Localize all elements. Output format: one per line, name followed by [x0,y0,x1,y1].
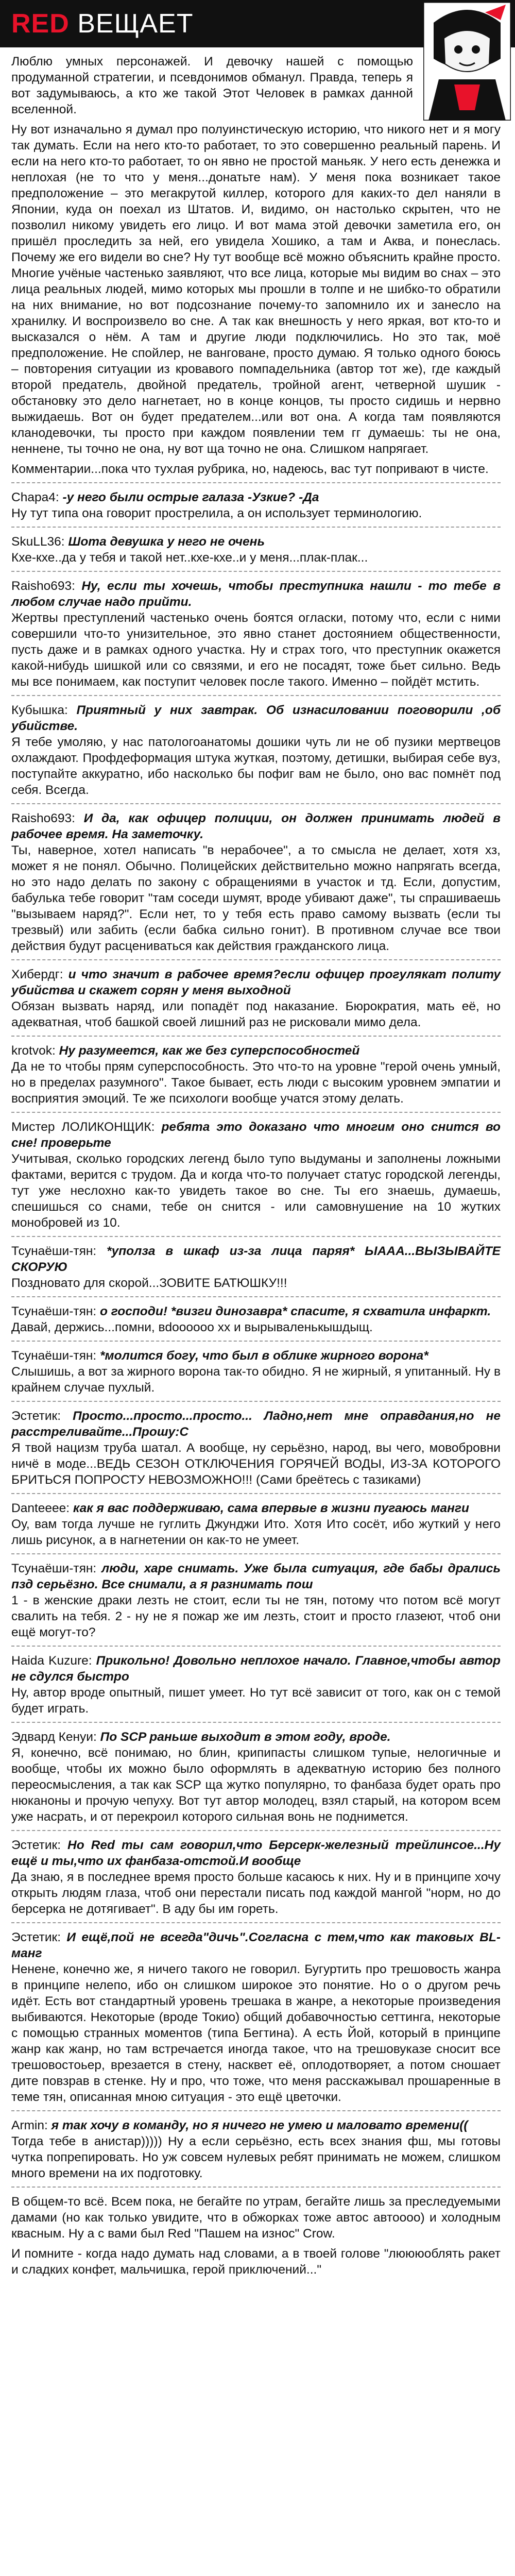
qa-item [11,1561,501,1640]
qa-nickname: Мистер ЛОЛИКОНЩИК: [11,1120,155,1134]
qa-question-line [11,489,501,505]
divider [11,482,501,483]
divider [11,1236,501,1237]
qa-question: Просто...просто...просто... Ладно,нет мне оправдания,но не расстреливайте...Прошу:С [11,1409,501,1439]
qa-question-line [11,1243,501,1275]
logo-red-text: RED [11,9,70,39]
qa-item [11,1243,501,1291]
divider [11,803,501,804]
qa-question: и что значит в рабочее время?если офицер прогулякат политу убийства и скажет сорян у меня выходной [11,968,501,997]
qa-question-line [11,1119,501,1151]
qa-answer: Ненене, конечно же, я ничего такого не говорил. Бугуртить про трешовость жанра в принципе нелепо, ибо он слишком широкое это понятие. Но о о другом речь идёт. Есть вот стандартный уровень трешака в жанре, а некоторые произведения выбиваются. Некоторые (вроде Токио) общий добавочностью сеттинга, некоторые с помощью странных моментов (типа Бегтина). А есть Йой, который в принципе жанр как жанр, но там встречается иногда такое, что на трешовуказе сносит все трешовостоьер, врезается в стену, насквет её, оплодотворяет, а потом сношает дите повзрав в стенке. Ну и про, что тоже, что меня расскажывал прошаренные в теме тян, описанная мною ситуация - это ещё цветочки. [11,1962,501,2104]
qa-item [11,702,501,798]
qa-question: *молится богу, что был в облике жирного ворона* [96,1349,428,1363]
qa-item [11,967,501,1030]
qa-item [11,578,501,690]
qa-question-line [11,578,501,610]
divider [11,1830,501,1831]
qa-nickname: Тсунаёши-тян: [11,1244,97,1258]
qa-question: *уполза в шкаф из-за лица паряя* ЫААА...ВЫЗЫВАЙТЕ СКОРУЮ [11,1244,501,1274]
divider [11,1553,501,1554]
divider [11,1341,501,1342]
qa-nickname: Кубышка: [11,703,68,717]
qa-nickname: krotvok: [11,1044,56,1058]
qa-answer: Давай, держись...помни, вdoooooo xx и вырываленькышдыщ. [11,1320,373,1334]
qa-item [11,1653,501,1717]
qa-nickname: Chapa4: [11,490,59,504]
qa-question-line [11,1929,501,1961]
qa-nickname: Эдвард Кенуи: [11,1730,97,1744]
comments-note: Комментарии...пока что тухлая рубрика, но, надеюсь, вас тут попривают в чисте. [11,462,489,476]
qa-question: Приятный у них завтрак. Об изнасиловании поговорили ,об убийстве. [11,703,501,733]
qa-question: ребята это доказано что многим оно снится во сне! проверьте [11,1120,501,1150]
qa-question-line [11,1043,501,1059]
qa-answer: Да не то чтобы прям суперспособность. Это что-то на уровне "герой очень умный, но в пределах разумного". Такое бывает, есть люди с высоким уровнем эмпатии и восприятия эмоций. Те же психологи вообще учатся этому делать. [11,1060,501,1106]
qa-question: -у него были острые галаза -Узкие? -Да [59,490,319,504]
qa-answer: Я, конечно, всё понимаю, но блин, крипипасты слишком тупые, нелогичные и вообще, чтобы их можно было оформлять в адекватную историю без полного переосмысления, а так как SCP ща жутко популярно, то фанбаза будет орать про нюканоны и прочую чепуху. Вот тут автор молодец, взял старый, на котором всем уже насрать, и от перекроил которого сильная вонь не поднимется. [11,1746,501,1824]
divider [11,1646,501,1647]
qa-answer: Ну тут типа она говорит прострелила, а он использует терминологию. [11,506,422,520]
divider [11,2187,501,2188]
qa-question-line [11,2117,501,2133]
divider [11,959,501,960]
qa-item [11,1837,501,1917]
qa-question: Но Red ты сам говорил,что Берсерк-железный трейлинсое...Ну ещё и ты,что их фанбаза-отстой.И вообще [11,1838,501,1868]
qa-item [11,1303,501,1335]
qa-question-line [11,810,501,842]
qa-nickname: Raisho693: [11,579,75,593]
logo-rest-text: ВЕЩАЕТ [69,9,194,39]
qa-answer: Слышишь, а вот за жирного ворона так-то обидно. Я не жирный, я упитанный. Ну в крайнем случае пухлый. [11,1365,501,1395]
qa-nickname: Тсунаёши-тян: [11,1562,97,1575]
qa-answer: Да знаю, я в последнее время просто больше касаюсь к них. Ну и в принципе хочу открыть людям глаза, чтоб они перестали писать под каждой мангой "норм, но до берсерка не дотягивает". В аду бы им гореть. [11,1870,501,1916]
qa-nickname: Эстетик: [11,1838,61,1852]
qa-question: Прикольно! Довольно неплохое начало. Главное,чтобы автор не сдулся быстро [11,1654,501,1684]
qa-nickname: Эстетик: [11,1930,61,1944]
qa-question-line [11,1500,501,1516]
qa-question: люди, харе снимать. Уже была ситуация, где бабы дрались пзд серьёзно. Все снимали, а я разнимать пош [11,1562,501,1591]
qa-question-line [11,1561,501,1592]
qa-answer: Ты, наверное, хотел написать "в нерабочее", а то смысла не делает, хотя хз, может я не понял. Обычно. Полицейских действительно можно напрягать всегда, но это надо делать по закону с обращениями в участок и тд. Если, допустим, бабулька тебе говорит "там соседи шумят, вроде убивают даже", ты спрашиваешь "вызываем наряд?". Если нет, то у тебя есть право самому вызвать (если ты трезвый) или забить (если бабка сильно гонит). В противном случае все твои действия будут расцениваться как действия гражданского лица. [11,843,501,953]
qa-answer: 1 - в женские драки лезть не стоит, если ты не тян, потому что потом всё могут свалить на тебя. 2 - ну не я пожар же им лезть, стоит и просто глазеют, чтоб они ещё могут-то? [11,1594,501,1639]
qa-list [11,482,501,2188]
qa-question-line [11,702,501,734]
qa-item [11,1500,501,1548]
qa-question-line [11,1408,501,1440]
qa-item [11,489,501,521]
qa-item [11,534,501,566]
divider [11,1493,501,1494]
divider [11,695,501,696]
qa-question-line [11,534,501,550]
qa-answer: Оу, вам тогда лучше не гуглить Джунджи Ито. Хотя Ито сосёт, ибо жуткий у него лишь рисунок, а в нагнетении он как-то не умеет. [11,1517,501,1547]
qa-question: Ну, если ты хочешь, чтобы преступника нашли - то тебе в любом случае надо прийти. [11,579,501,609]
qa-nickname: Danteeee: [11,1501,70,1515]
qa-answer: Я тебе умоляю, у нас патологоанатомы дошики чуть ли не об пузики мертвецов охлаждают. Профдеформация штука жуткая, поэтому, детишки, выбирая себе вуз, поступайте аккуратно, ибо насколько бы пофиг вам не было, оно вас помнёт под себя. Всегда. [11,735,501,797]
divider [11,1401,501,1402]
qa-question: как я вас поддерживаю, сама впервые в жизни пугаюсь манги [70,1501,469,1515]
qa-answer: Обязан вызвать наряд, или попадёт под наказание. Бюрократия, мать её, но адекватная, чтоб башкой своей лишний раз не рисковали мимо дела. [11,999,501,1029]
divider [11,2110,501,2111]
qa-nickname: Armin: [11,2119,48,2132]
qa-item [11,1929,501,2105]
divider [11,571,501,572]
qa-nickname: Хибердг: [11,968,63,981]
divider [11,1296,501,1297]
qa-nickname: Haida Kuzure: [11,1654,92,1668]
qa-question: По SCP раньше выходит в этом году, вроде. [96,1730,391,1744]
qa-answer: Ну, автор вроде опытный, пишет умеет. Но тут всё зависит от того, как он с темой будет играть. [11,1686,501,1716]
qa-nickname: Тсунаёши-тян: [11,1304,97,1318]
qa-answer: Кхе-кхе..да у тебя и такой нет..кхе-кхе..и у меня...плак-плак... [11,551,368,565]
qa-question-line [11,1729,501,1745]
qa-item [11,1119,501,1231]
qa-item [11,2117,501,2181]
article-body [11,54,501,2282]
qa-item [11,1408,501,1488]
qa-answer: Тогда тебе в анистар))))) Ну а если серьёзно, есть всех знания фш, мы готовы чутка попрепировать. Но уж совсем нулевых ребят принимать не можем, слишком много времени на их подготовку. [11,2134,501,2180]
qa-nickname: SkuLL36: [11,535,65,549]
qa-answer: Жертвы преступлений частенько очень боятся огласки, потому что, если с ними совершили что-то унизительное, это явно станет достоянием общественности, пусть даже и в рамках одного участка. Ну и страх того, что преступник окажется какой-нибудь шишкой или со связями, и его не посадят, тоже бьет сильно. Ведь мы все понимаем, как поступит человек после такого. Именно – пойдёт мстить. [11,611,501,689]
qa-nickname: Эстетик: [11,1409,61,1423]
qa-question: Ну разумеется, как же без суперспособностей [55,1044,360,1058]
outro-paragraph: И помните - когда надо думать над словами, а в твоей голове "люююоблять ракет и сладких конфет, мальчишка, герой приключений..." [11,2247,501,2277]
qa-question: о господи! *визги динозавра* спасите, я схватила инфаркт. [96,1304,491,1318]
divider [11,1112,501,1113]
qa-question: я так хочу в команду, но я ничего не умею и маловато времени(( [47,2119,468,2132]
qa-item [11,1348,501,1396]
qa-question-line [11,1837,501,1869]
qa-answer: Поздновато для скорой...ЗОВИТЕ БАТЮШКУ!!! [11,1276,287,1290]
qa-item [11,810,501,954]
qa-question: И да, как офицер полиции, он должен принимать людей в рабочее время. На заметочку. [11,811,501,841]
divider [11,1036,501,1037]
qa-question: Шота девушка у него не очень [64,535,265,549]
qa-question-line [11,1653,501,1685]
qa-item [11,1043,501,1107]
qa-answer: Я твой нацизм труба шатал. А вообще, ну серьёзно, народ, вы чего, мовобровни ничё в моде...ВЕДЬ СЕЗОН ОТКЛЮЧЕНИЯ ГОРЯЧЕЙ ВОДЫ, ИЗ-ЗА КОТОРОГО БРИТЬСЯ ПОПРОСТУ НЕВОЗМОЖНО!!! (Сами бреётесь с тазиками) [11,1441,501,1487]
intro-paragraph: Ну вот изначально я думал про полуинстическую историю, что никого нет и я могу так думать. Если на него кто-то работает, то это совершенно реальный парень. И если на него кто-то работает, то он явно не простой маньяк. У него есть денежка и неплохая (не то что у меня...донатьте нам). У меня пока возникает такое предположение – это мегакрутой киллер, которого для каких-то дел наняли в Японии, куда он поехал из Штатов. И, видимо, он настолько скрытен, что не позволил никому увидеть его лицо. И вот мама этой девочки заметила его, он пришёл проследить за ней, его увидела Хошико, а там и Аква, и понеслась. Почему же его видели во сне? Ну тут вообще всё можно объяснить крайне просто. Многие учёные частенько заявляют, что все лица, которые мы видим во снах – это лица реальных людей, мимо которых мы прошли в толпе и не шибко-то обратили на них внимание, но вот подсознание почему-то запомнило их и занесло на хранилку. И воспроизвело во сне. А так как внешность у него яркая, вот кто-то и высказался о нём. А там и другие люди подключились. Но это так, моё предположение. Не спойлер, не ванговане, просто думаю. Я только одного боюсь – повторения ситуации из кровавого помпадельника (автор тот же), где каждый второй предатель, двойной предатель, тройной агент, четверной шушик - обстановку это дело нагнетает, но в конце концов, ты просто сидишь и нервно выжидаешь. Вот он будет предателем...или вот она. А когда там появляются кланодевочки, ты просто при каждом появлении тем гг думаешь: ты не она, неннене, ты точно не она, ну вот ща точно не она. Слишком напрягает. [11,123,501,456]
outro-paragraph: В общем-то всё. Всем пока, не бегайте по утрам, бегайте лишь за преследуемыми дамами (но как только увидите, что в обжорках тоже автос автоооо) и холодным квасным. Ну а с вами был Red "Пашем на износ" Crow. [11,2195,501,2241]
qa-nickname: Raisho693: [11,811,75,825]
qa-answer: Учитывая, сколько городских легенд было тупо выдуманы и заполнены ложными фактами, верится с трудом. Да и когда что-то получает статус городской легенды, тут уже неслохно как-то увидеть такое во сне. Ты его знаешь, думаешь, спешишься со снами, тебе он снится - или самовнушение на 10 жутких монобровей из 10. [11,1152,501,1230]
qa-question: И ещё,пой не всегда"дичь".Согласна с тем,что как таковых BL-манг [11,1930,501,1960]
qa-question-line [11,1348,501,1364]
qa-question-line [11,1303,501,1319]
qa-item [11,1729,501,1825]
divider [11,527,501,528]
intro-paragraph: Люблю умных персонажей. И девочку нашей с помощью продуманной стратегии, и псевдонимов обманул. Правда, теперь я вот задумываюсь, а кто же такой Этот Человек в рамках данной вселенной. [11,55,413,116]
divider [11,1722,501,1723]
qa-question-line [11,967,501,998]
red-veshchaet-logo [11,7,194,40]
divider [11,1922,501,1923]
qa-nickname: Тсунаёши-тян: [11,1349,97,1363]
